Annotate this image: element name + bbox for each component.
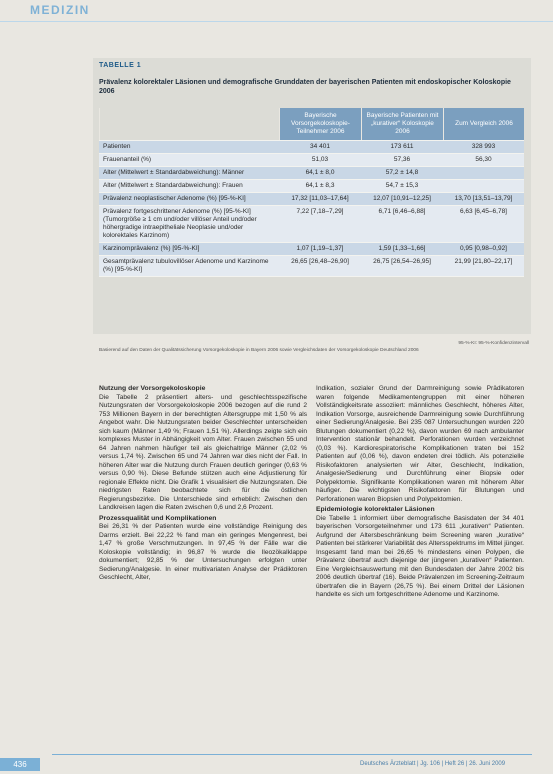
body-paragraph: Die Tabelle 2 präsentiert alters- und geschlechtsspezifische Nutzungsraten der Vorsorgekoloskopie 2006 bezogen auf die rund 2 753 Millionen Bayern in der berechtigten Altersgruppe mit 1,50 % als Angebot wahr. Die Nutzungsraten beider Geschlechter unterscheiden sich kaum (Männer 1,49 %; Frauen 1,51 %). Allerdings zeigte sich ein komplexes Muster in Abhängigkeit vom Alter. Frauen zwischen 55 und 64 Jahren nahmen häufiger teil als gleichaltrige Männer (2,02 % versus 1,74 %). Zwischen 65 und 74 Jahren war dies nicht der Fall. In höheren Alter war die Nutzung durch Frauen deutlich geringer (0,63 % versus 0,90 %). Diese Befunde stützen auch eine Adjustierung für regionale Effekte nicht. Die Grafik 1 visualisiert die Nutzungsraten. Die niedrigsten Raten beobachtete sich für die östlichen Regierungsbezirke. Die Unterschiede sind erheblich: Zwischen den Landkreisen lagen die Raten zwischen 0,6 und 2,6 Prozent. bbox=[99, 393, 307, 511]
page-header bbox=[0, 0, 553, 22]
body-paragraph: Bei 26,31 % der Patienten wurde eine vollständige Reinigung des Darms erzielt. Bei 22,22 % fand man ein geringes Mengenrest, bei 1,47 % große Verschmutzungen. In 97,45 % der Fälle war die Koloskopie vollständig; in 96,87 % wurde die Ileozökalklappe dokumentiert; 92,85 % der Untersuchungen erfolgten unter Sedierung/Analgesie. In einer multivariaten Analyse der Prädiktoren Geschlecht, Alter, bbox=[99, 523, 307, 581]
table-row bbox=[99, 167, 524, 180]
body-paragraph: Indikation, sozialer Grund der Darmreinigung sowie Prädikatoren waren folgende Medikamentengruppen mit einer höheren Vollständigkeitsrate assoziiert: männliches Geschlecht, höheres Alter, Indikation Vorsorge, ausreichende Darmreinigung sowie Durchführung einer Sedierung/Analgesie. Bei 235 087 Untersuchungen wurden 220 Blutungen dokumentiert (0,22 %), davon wurden 69 nach ambulanter Intervention stationär behandelt. Perforationen wurden verzeichnet (0,03 %). Kardiorespiratorische Komplikationen traten bei 152 Patienten auf (0,06 %), davon endeten drei tödlich. Als potenzielle Risikofaktoren analysierten wir Alter, Geschlecht, Indikation, Analgesie/Sedierung und Durchführung einer Biopsie oder Polypektomie. Signifikante Komplikationen waren mit höherem Alter häufiger. Die wichtigsten Risikofaktoren für Blutungen und Perforationen waren Biopsien und Polypektomien. bbox=[316, 385, 524, 503]
section-heading: Prozessqualität und Komplikationen bbox=[99, 514, 217, 522]
row-label: Frauenanteil (%) bbox=[103, 156, 152, 163]
footnote-ci: 95-%-KI: 95-%-Konfidenzintervall bbox=[458, 341, 529, 346]
table-row bbox=[99, 206, 524, 243]
table-cell bbox=[443, 167, 524, 179]
table-cell: 7,22 [7,18–7,29] bbox=[296, 208, 344, 215]
left-column bbox=[99, 385, 307, 585]
table-cell: 0,95 [0,98–0,92] bbox=[460, 245, 507, 252]
row-label: Prävalenz fortgeschrittener Adenome (%) [95-%-KI] (Tumorgröße ≥ 1 cm und/oder villöser Anteil und/oder höhergradige intraepitheliale Neoplasie und/oder kolorektales Karzinom) bbox=[103, 208, 257, 239]
table-cell bbox=[443, 180, 524, 192]
table-cell: 64,1 ± 8,0 bbox=[305, 169, 335, 176]
row-label: Alter (Mittelwert ± Standardabweichung): Männer bbox=[103, 169, 245, 176]
table-cell: 328 993 bbox=[471, 143, 496, 150]
table-cell: 173 611 bbox=[390, 143, 414, 150]
header-blank bbox=[99, 108, 279, 140]
section-heading: Nutzung der Vorsorgekoloskopie bbox=[99, 385, 206, 392]
right-column bbox=[316, 385, 524, 602]
table-header-row bbox=[99, 108, 524, 141]
table-footnotes bbox=[99, 340, 529, 354]
table-cell: 54,7 ± 15,3 bbox=[385, 182, 419, 189]
table-body bbox=[99, 141, 524, 277]
table-cell: 34 401 bbox=[310, 143, 330, 150]
section-label: MEDIZIN bbox=[30, 3, 90, 17]
table-cell: 6,63 [6,45–6,78] bbox=[460, 208, 507, 215]
footnote-source: Basierend auf den Daten der Qualitätssicherung Vorsorgekoloskopie in Bayern 2006 sowie Vergleichsdaten der Vorsorgekoloskopie Deutschland 2006 bbox=[99, 348, 419, 353]
table-cell: 13,70 [13,51–13,79] bbox=[454, 195, 513, 202]
journal-reference: Deutsches Ärzteblatt | Jg. 106 | Heft 26 | 26. Juni 2009 bbox=[360, 761, 506, 767]
row-label: Karzinomprävalenz (%) [95-%-KI] bbox=[103, 245, 200, 252]
table-cell: 64,1 ± 8,3 bbox=[305, 182, 335, 189]
table-cell: 26,65 [26,48–26,90] bbox=[291, 258, 349, 265]
column-header: Zum Vergleich 2006 bbox=[443, 108, 524, 140]
table-cell: 1,59 [1,33–1,66] bbox=[378, 245, 426, 252]
footer-rule bbox=[52, 754, 532, 755]
table-cell: 1,07 [1,19–1,37] bbox=[296, 245, 344, 252]
table-row bbox=[99, 193, 524, 206]
body-paragraph: Die Tabelle 1 informiert über demografische Basisdaten der 34 401 bayerischen Vorsorgeteilnehmer und 173 611 „kurativen“ Patienten. Aufgrund der Altersbeschränkung beim Screening waren „kurative“ Patienten bei stärkerer Variabilität des Altersspektrums im Mittel jünger. Insgesamt fand man bei 26,65 % mindestens einen Polypen, die Prävalenz übertraf auch diejenige der jüngeren „kurativen“ Patienten. Eine Vergleichsauswertung mit den Bundesdaten der Jahre 2002 bis 2006 deutlich übertraf (16). Beide Prävalenzen im Screening-Zeitraum übertrafen die in Bayern (26,75 %). Bei einem Drittel der Läsionen handelte es sich um fortgeschrittene Adenome und Karzinome. bbox=[316, 514, 524, 598]
table-row bbox=[99, 154, 524, 167]
table-cell: 51,03 bbox=[311, 156, 329, 163]
table-cell: 6,71 [6,46–6,88] bbox=[378, 208, 426, 215]
column-header: Bayerische Vorsorgekoloskopie-Teilnehmer 2006 bbox=[279, 108, 361, 140]
row-label: Alter (Mittelwert ± Standardabweichung): Frauen bbox=[103, 182, 243, 189]
row-label: Prävalenz neoplastischer Adenome (%) [95-%-KI] bbox=[103, 195, 246, 202]
table-cell: 17,32 [11,03–17,64] bbox=[291, 195, 349, 202]
row-label: Gesamtprävalenz tubulovillöser Adenome und Karzinome (%) [95-%-KI] bbox=[103, 258, 269, 273]
table-cell: 12,07 [10,91–12,25] bbox=[373, 195, 431, 202]
table-cell: 26,75 [26,54–26,95] bbox=[373, 258, 431, 265]
table-row bbox=[99, 180, 524, 193]
table-label: TABELLE 1 bbox=[99, 62, 142, 69]
table-cell: 21,99 [21,80–22,17] bbox=[454, 258, 513, 265]
header-rule bbox=[0, 21, 553, 22]
data-table bbox=[99, 108, 524, 277]
section-heading: Epidemiologie kolorektaler Läsionen bbox=[316, 506, 435, 513]
page-footer bbox=[0, 748, 553, 774]
table-row bbox=[99, 141, 524, 154]
table-cell: 57,36 bbox=[393, 156, 411, 163]
row-label: Patienten bbox=[103, 143, 131, 150]
table-cell: 57,2 ± 14,8 bbox=[385, 169, 419, 176]
table-cell: 56,30 bbox=[475, 156, 492, 163]
table-title: Prävalenz kolorektaler Läsionen und demografische Grunddaten der bayerischen Patienten mit endoskopischer Koloskopie 2006 bbox=[99, 79, 511, 95]
table-row bbox=[99, 256, 524, 277]
column-header: Bayerische Patienten mit „kurativer“ Koloskopie 2006 bbox=[361, 108, 443, 140]
table-row bbox=[99, 243, 524, 256]
page-number: 436 bbox=[0, 758, 40, 771]
